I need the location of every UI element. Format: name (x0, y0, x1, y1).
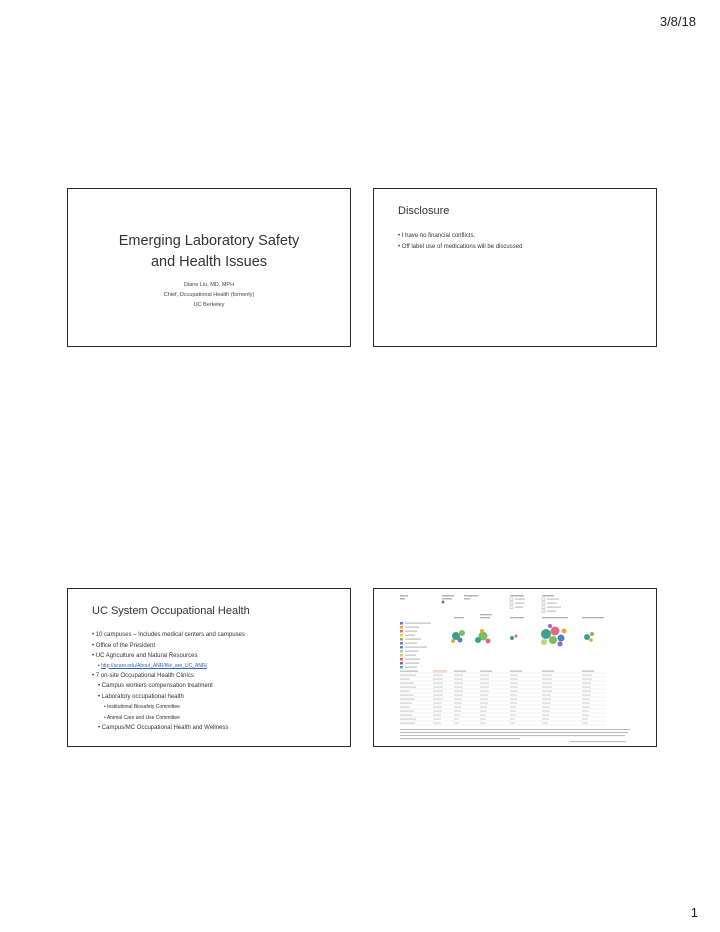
bullet-list (398, 231, 522, 252)
bullet-item: • Off label use of medications will be discussed (398, 242, 522, 253)
slide-dashboard-image (373, 588, 657, 747)
slide-disclosure (373, 188, 657, 347)
slide-heading: Disclosure (398, 205, 450, 217)
bullet-item: • I have no financial conflicts. (398, 231, 522, 242)
slide-heading: UC System Occupational Health (92, 605, 250, 617)
presenter-info (68, 280, 350, 310)
presentation-title (68, 231, 350, 273)
presenter-role: Chief, Occupational Health (formerly) (163, 292, 255, 298)
page-number: 1 (690, 905, 698, 920)
bullet-item: • 7 on-site Occupational Health Clinics (92, 671, 245, 682)
sub-bullet-item: • Laboratory occupational health (92, 692, 245, 703)
title-line-2: and Health Issues (150, 254, 268, 270)
bullet-list (92, 630, 245, 734)
sub-sub-bullet-item: • Institutional Biosafety Committee (92, 702, 245, 713)
anr-link[interactable]: http://ucanr.edu/About_ANR/We_are_UC_ANR/ (101, 662, 207, 669)
page-date: 3/8/18 (659, 14, 696, 29)
presenter-org: UC Berkeley (193, 302, 225, 308)
bullet-item: • UC Agriculture and Natural Resources (92, 651, 245, 662)
presenter-name: Diane Liu, MD, MPH (183, 282, 235, 288)
sub-sub-bullet-item: • Animal Care and Use Committee (92, 713, 245, 724)
title-line-1: Emerging Laboratory Safety (118, 233, 300, 249)
slide-uc-system (67, 588, 351, 747)
sub-bullet-item: • Campus/MC Occupational Health and Wellness (92, 723, 245, 734)
bullet-item: • Office of the President (92, 641, 245, 652)
sub-bullet-link-item (92, 662, 245, 671)
slide-title (67, 188, 351, 347)
bullet-item: • 10 campuses – Includes medical centers and campuses (92, 630, 245, 641)
dashboard-thumbnail (374, 589, 657, 747)
sub-bullet-item: • Campus workers compensation treatment (92, 681, 245, 692)
